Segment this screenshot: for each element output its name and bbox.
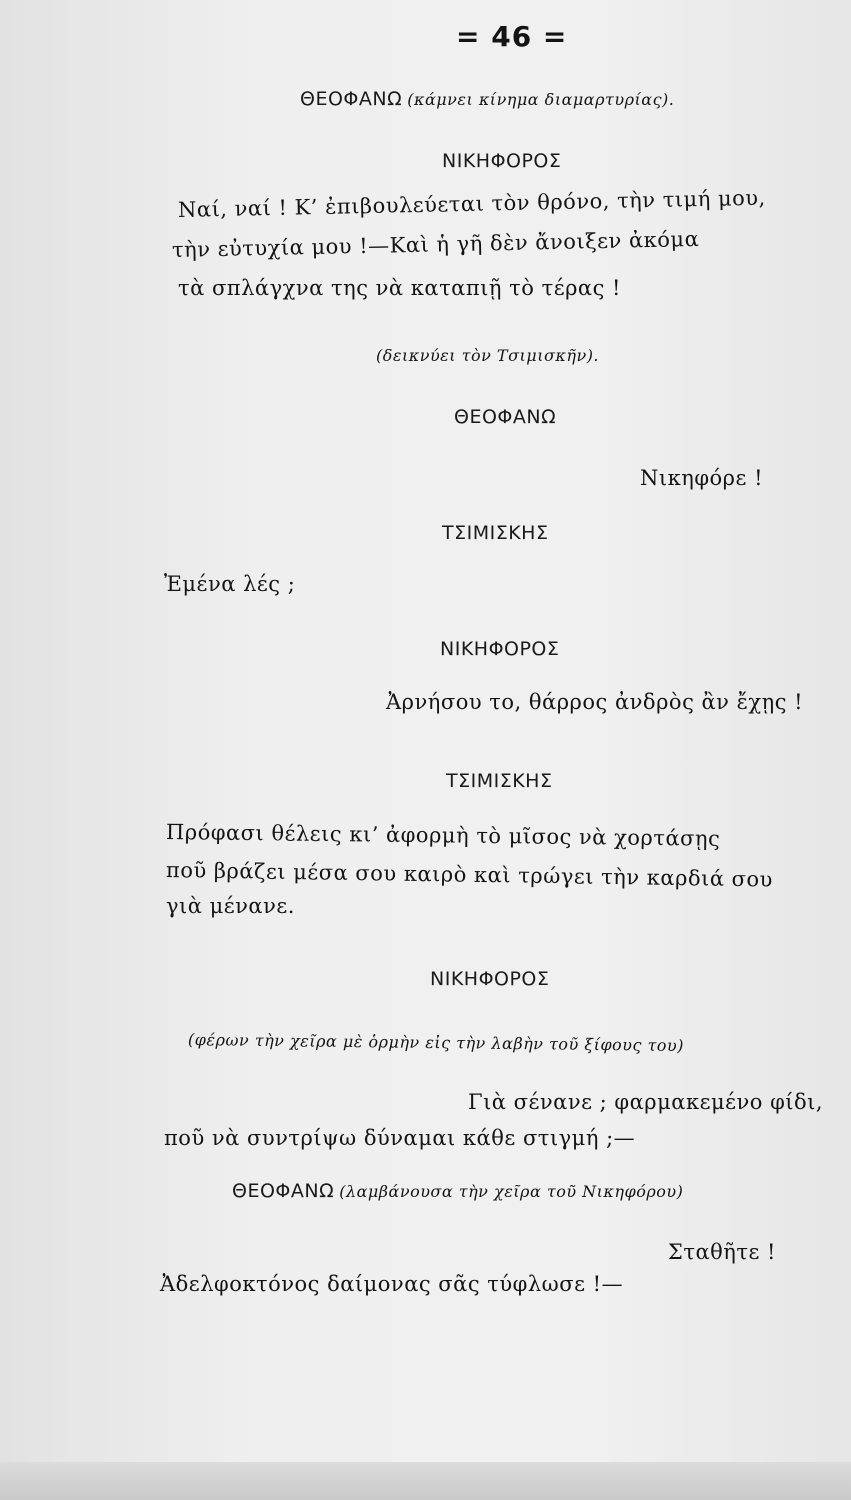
- text-line: Ἐμένα λές ;: [164, 572, 296, 596]
- text-line: Ἀρνήσου το, θάρρος ἀνδρὸς ἂν ἔχῃς !: [386, 690, 804, 714]
- text-line: ποῦ βράζει μέσα σου καιρὸ καὶ τρώγει τὴν καρδιά σου: [165, 858, 774, 892]
- speaker-theophano-3: ΘΕΟΦΑΝΩ: [232, 1180, 335, 1202]
- direction-3: (φέρων τὴν χεῖρα μὲ ὁρμὴν εἰς τὴν λαβὴν τοῦ ξίφους του): [187, 1030, 685, 1056]
- direction-2: (δεικνύει τὸν Τσιμισκῆν).: [376, 346, 600, 365]
- text-line: τὰ σπλάγχνα της νὰ καταπιῇ τὸ τέρας !: [178, 276, 621, 300]
- text-line: ποῦ νὰ συντρίψω δύναμαι κάθε στιγμή ;—: [164, 1126, 636, 1150]
- text-line: τὴν εὐτυχία μου !—Καὶ ἡ γῆ δὲν ἄνοιξεν ἀκόμα: [171, 226, 700, 262]
- speaker-nikiforos-3: ΝΙΚΗΦΟΡΟΣ: [430, 968, 550, 990]
- text-line: Ἀδελφοκτόνος δαίμονας σᾶς τύφλωσε !—: [160, 1272, 624, 1296]
- text-line: γιὰ μένανε.: [166, 894, 295, 918]
- text-line: Νικηφόρε !: [640, 466, 764, 490]
- text-line: Σταθῆτε !: [668, 1240, 776, 1264]
- text-line: Πρόφασι θέλεις κι’ ἀφορμὴ τὸ μῖσος νὰ χορτάσῃς: [165, 820, 721, 851]
- direction-4: (λαμβάνουσα τὴν χεῖρα τοῦ Νικηφόρου): [339, 1182, 684, 1201]
- text-line: Ναί, ναί ! Κ’ ἐπιβουλεύεται τὸν θρόνο, τὴν τιμή μου,: [177, 185, 766, 222]
- speaker-theophano-2: ΘΕΟΦΑΝΩ: [454, 406, 557, 428]
- text-line: Γιὰ σένανε ; φαρμακεμένο φίδι,: [468, 1090, 824, 1114]
- speaker-nikiforos-2: ΝΙΚΗΦΟΡΟΣ: [440, 638, 560, 660]
- stage-direction-block-1: [300, 88, 674, 110]
- page-number: = 46 =: [456, 20, 568, 53]
- speaker-tsimiskis-2: ΤΣΙΜΙΣΚΗΣ: [446, 770, 553, 792]
- stage-direction-block-8: [232, 1180, 683, 1202]
- speaker-nikiforos-1: ΝΙΚΗΦΟΡΟΣ: [442, 150, 562, 172]
- speaker-tsimiskis-1: ΤΣΙΜΙΣΚΗΣ: [442, 522, 549, 544]
- speaker-theophano-1: ΘΕΟΦΑΝΩ: [300, 88, 403, 110]
- page-bottom-edge: [0, 1462, 851, 1500]
- direction-1: (κάμνει κίνημα διαμαρτυρίας).: [407, 90, 675, 109]
